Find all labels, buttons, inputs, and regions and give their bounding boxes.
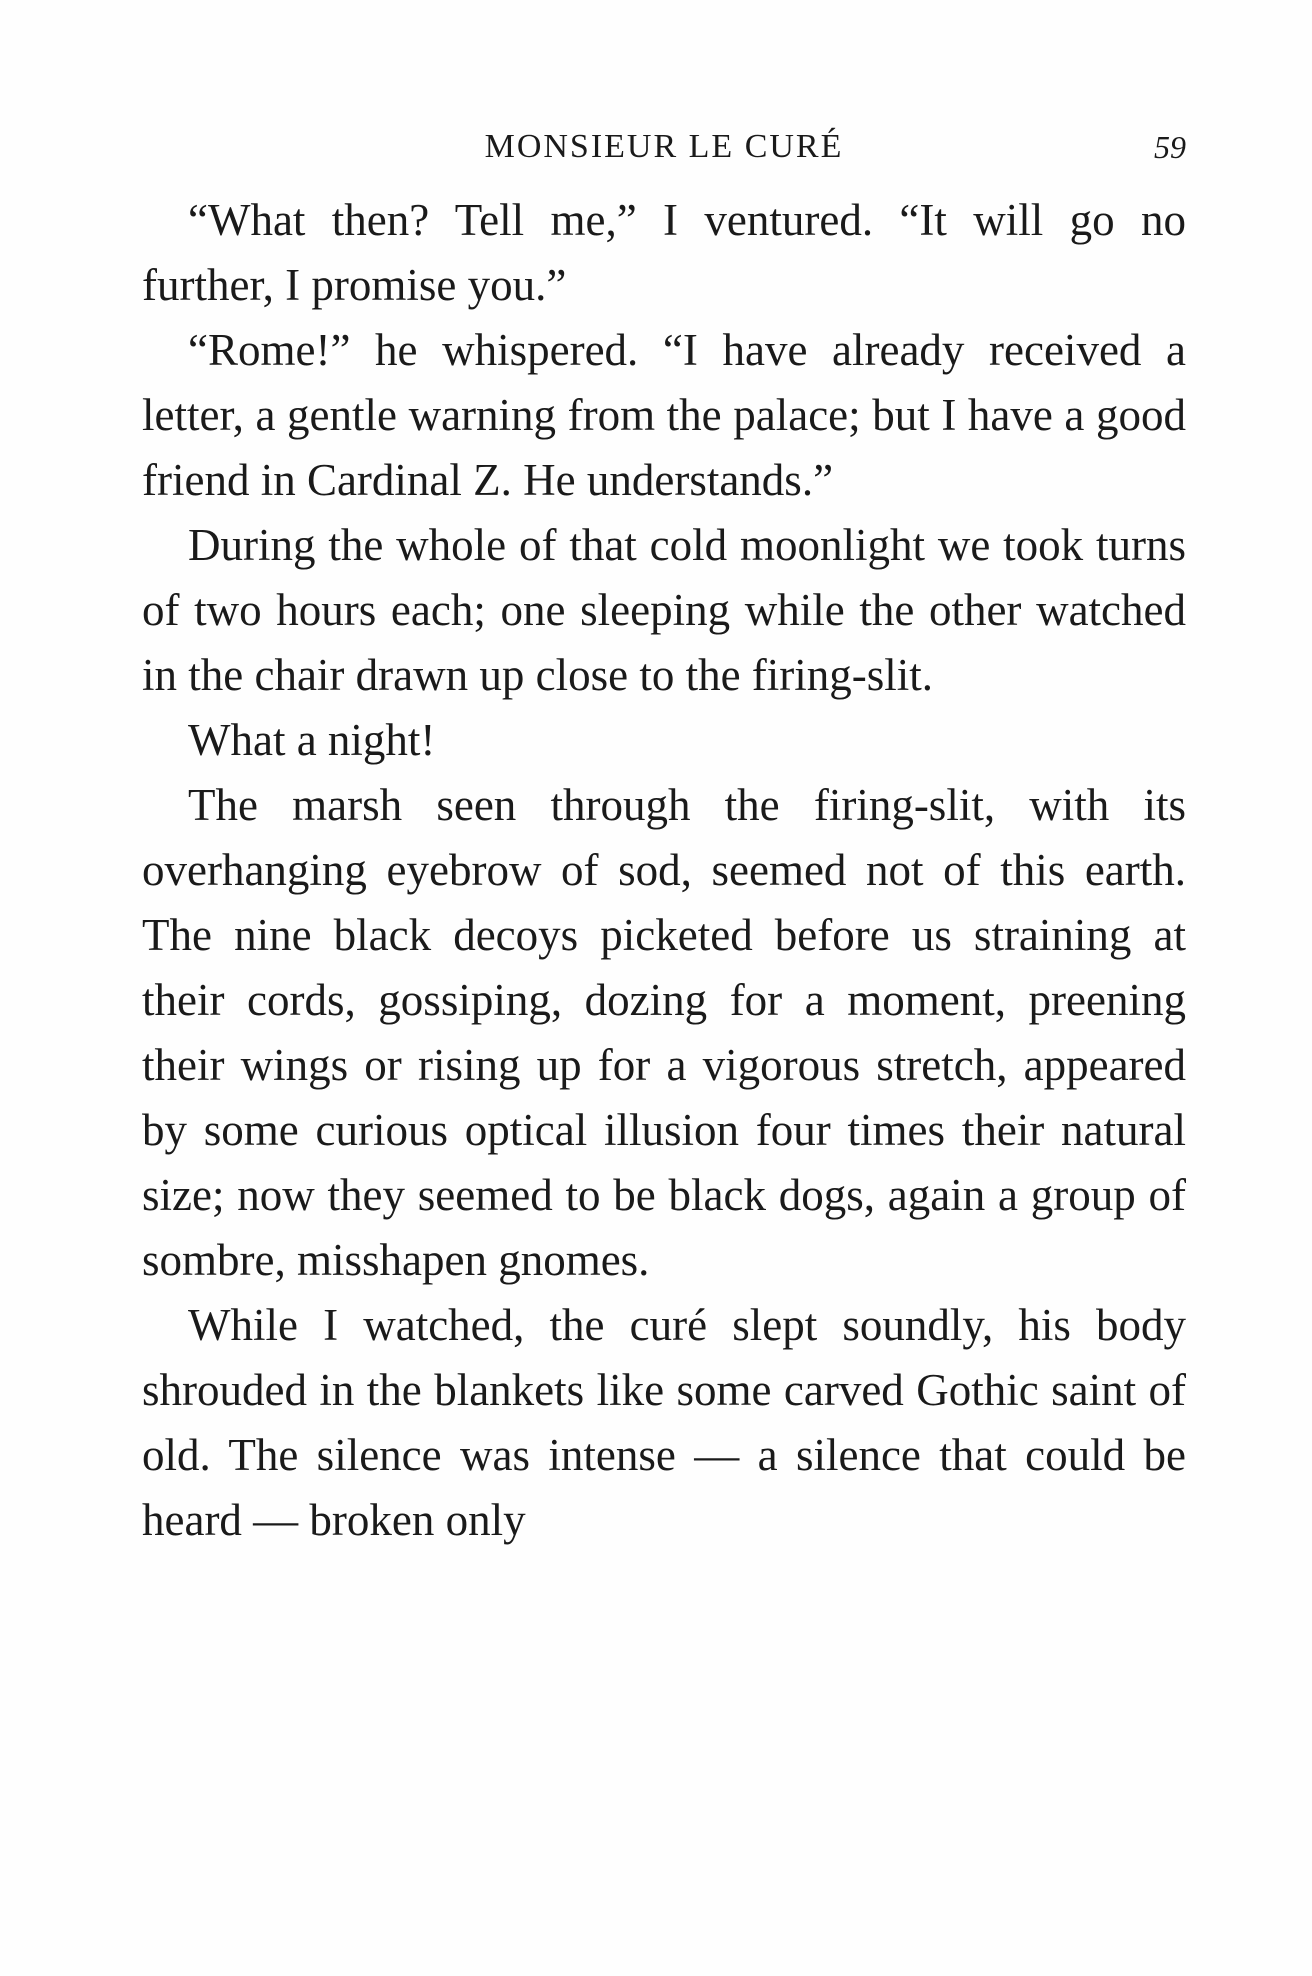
running-title: MONSIEUR LE CURÉ <box>484 128 844 165</box>
paragraph: During the whole of that cold moonlight we took turns of two hours each; one sleeping while the other watched in the chair drawn up close to the firing-slit. <box>142 520 1186 700</box>
paragraph: While I watched, the curé slept soundly, his body shrouded in the blankets like some carved Gothic saint of old. The silence was intense — a silence that could be heard — broken only <box>142 1300 1186 1545</box>
body-text <box>142 188 1186 1553</box>
paragraph: “Rome!” he whispered. “I have already received a letter, a gentle warning from the palace; but I have a good friend in Cardinal Z. He understands.” <box>142 325 1186 505</box>
running-head <box>142 122 1186 172</box>
paragraph: “What then? Tell me,” I ventured. “It will go no further, I promise you.” <box>142 195 1186 310</box>
page-number: 59 <box>1154 129 1186 165</box>
paragraph: What a night! <box>188 715 436 765</box>
paragraph: The marsh seen through the firing-slit, with its overhanging eyebrow of sod, seemed not of this earth. The nine black decoys picketed before us straining at their cords, gossiping, dozing for a moment, preening their wings or rising up for a vigorous stretch, appeared by some curious optical illusion four times their natural size; now they seemed to be black dogs, again a group of sombre, misshapen gnomes. <box>142 780 1186 1285</box>
